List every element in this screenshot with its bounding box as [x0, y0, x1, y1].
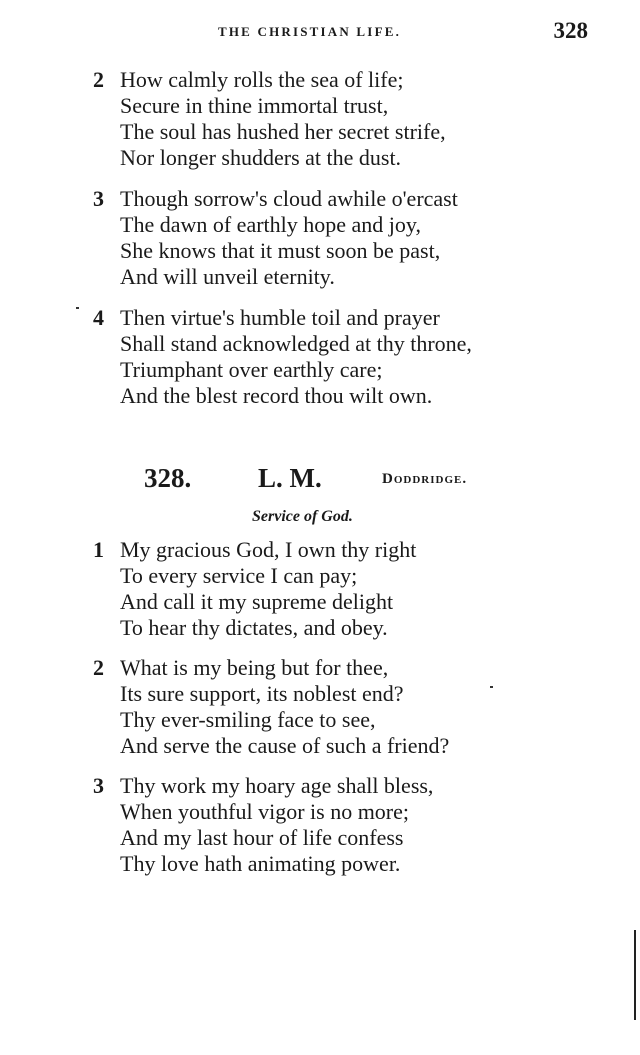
verse-line: And serve the cause of such a friend?	[120, 733, 450, 758]
hymn-author: Doddridge.	[382, 471, 468, 487]
verse-line: And will unveil eternity.	[120, 264, 335, 289]
running-head	[0, 18, 640, 48]
stanza-number: 3	[93, 773, 104, 798]
page-number: 328	[553, 18, 588, 43]
verse-line: When youthful vigor is no more;	[120, 799, 410, 824]
verse-line: Its sure support, its noblest end?	[120, 681, 404, 706]
stanza-number: 2	[93, 655, 104, 680]
verse-line: And the blest record thou wilt own.	[120, 383, 433, 408]
verse-line: Thy love hath animating power.	[120, 851, 401, 876]
verse-line: To every service I can pay;	[120, 563, 358, 588]
verse-line: Secure in thine immortal trust,	[120, 93, 389, 118]
hymn-subtitle: Service of God.	[252, 508, 353, 525]
running-title: THE CHRISTIAN LIFE.	[218, 24, 402, 39]
verse-line: Thy work my hoary age shall bless,	[120, 773, 434, 798]
verse-line: And my last hour of life confess	[120, 825, 404, 850]
verse-line: To hear thy dictates, and obey.	[120, 615, 388, 640]
verse-line: The dawn of earthly hope and joy,	[120, 212, 421, 237]
verse-line: What is my being but for thee,	[120, 655, 389, 680]
verse-line: And call it my supreme delight	[120, 589, 394, 614]
margin-rule	[634, 930, 636, 1020]
hymn-meter: L. M.	[258, 463, 322, 493]
stanza-number: 4	[93, 305, 104, 330]
verse-line: Shall stand acknowledged at thy throne,	[120, 331, 472, 356]
verse-line: Nor longer shudders at the dust.	[120, 145, 402, 170]
stanza-number: 3	[93, 186, 104, 211]
verse-line: She knows that it must soon be past,	[120, 238, 441, 263]
verse-line: Thy ever-smiling face to see,	[120, 707, 376, 732]
verse-line: How calmly rolls the sea of life;	[120, 67, 404, 92]
verse-line: The soul has hushed her secret strife,	[120, 119, 446, 144]
hymn-number: 328.	[144, 463, 192, 493]
verse-line: Triumphant over earthly care;	[120, 357, 383, 382]
print-speck	[490, 686, 493, 688]
verse-line: Though sorrow's cloud awhile o'ercast	[120, 186, 458, 211]
verse-line: Then virtue's humble toil and prayer	[120, 305, 440, 330]
print-speck	[76, 307, 79, 309]
verse-line: My gracious God, I own thy right	[120, 537, 417, 562]
stanza-number: 1	[93, 537, 104, 562]
hymn-heading	[0, 463, 640, 503]
stanza-number: 2	[93, 67, 104, 92]
